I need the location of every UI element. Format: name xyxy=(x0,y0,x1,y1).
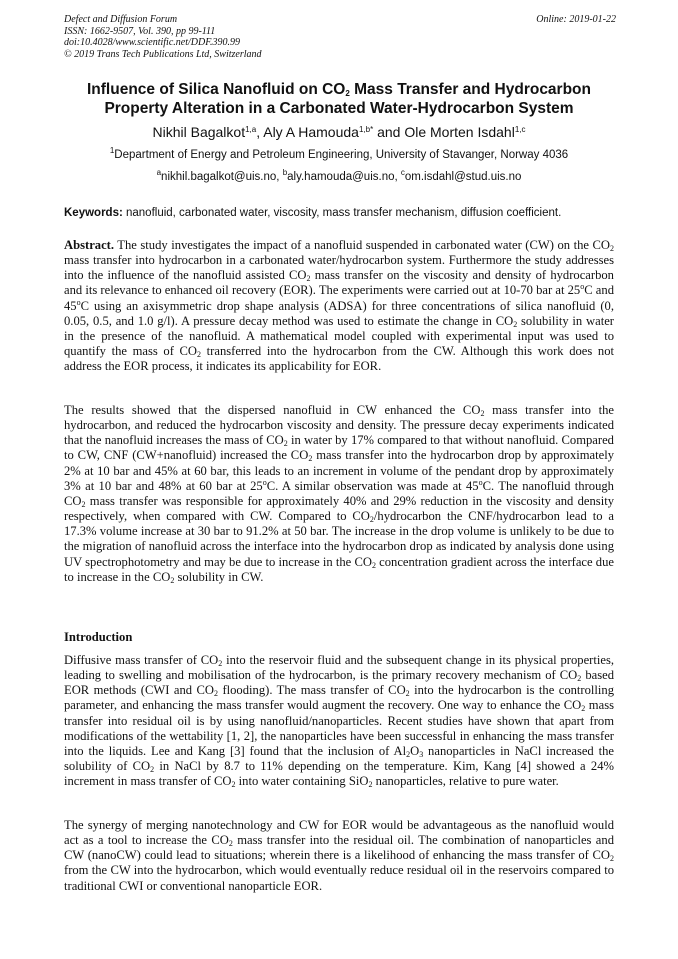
keywords xyxy=(64,206,624,220)
email-c: om.isdahl@stud.uis.no xyxy=(404,171,522,183)
introduction-paragraph-2: The synergy of merging nanotechnology and CW for EOR would be advantageous as the nanofluid would act as a tool to increase the $CO_2$ mass transfer into the residual oil. The combination of nanoparticles and CW (nanoCW) could lead to situations; wherein there is a likelihood of enhancing the mass transfer of $CO_2$ from the CW into the hydrocarbon, which would eventually reduce residual oil in the reservoirs compared to traditional CWI or conventional nanoparticle EOR. xyxy=(64,818,614,893)
affiliation: $^1$Department of Energy and Petroleum Engineering, University of Stavanger, Norway 4036 xyxy=(109,146,569,161)
journal-issn: ISSN: 1662-9507, Vol. 390, pp 99-111 xyxy=(64,25,216,37)
author-1: Nikhil Bagalkot xyxy=(152,124,246,140)
journal-copyright: © 2019 Trans Tech Publications Ltd, Switzerland xyxy=(64,48,262,60)
abstract-paragraph-2: The results showed that the dispersed nanofluid in CW enhanced the $CO_2$ mass transfer into the hydrocarbon, and reduced the hydrocarbon viscosity and density. The pressure decay experiments indicated that the nanofluid increases the mass of $CO_2$ in water by 17% compared to that without nanofluid. Compared to CW, CNF (CW+nanofluid) increased the $CO_2$ mass transfer into the hydrocarbon drop by approximately 2% at 10 bar and 45% at 60 bar, this leads to an increment in volume of the pendant drop by approximately 3% at 10 bar and 48% at 60 bar at 25$^o$C. A similar observation was made at 45$^o$C. The nanofluid through $CO_2$ mass transfer was responsible for approximately 40% and 29% reduction in the viscosity and density respectively, when compared with CW. Compared to $CO_2$/hydrocarbon the CNF/hydrocarbon lead to a 17.3% volume increase at 30 bar to 91.2% at 50 bar. The increase in the drop volume is unlikely to be due to the migration of nanofluid across the interface into the hydrocarbon drop as indicated by analysis done using UV spectrophotometry and may be due to increase in the $CO_2$ concentration gradient across the interface due to increase in the $CO_2$ solubility in CW. xyxy=(64,403,615,585)
email-a: nikhil.bagalkot@uis.no, xyxy=(161,171,283,183)
title-line-1: Influence of Silica Nanofluid on $CO_2$ Mass Transfer and Hydrocarbon xyxy=(87,81,591,98)
email-b: aly.hamouda@uis.no, xyxy=(287,171,401,183)
journal-header xyxy=(64,14,616,60)
author-3: and Ole Morten Isdahl xyxy=(373,124,515,140)
abstract-paragraph-1: Abstract. The study investigates the impact of a nanofluid suspended in carbonated water (CW) on the $CO_2$ mass transfer into hydrocarbon in a carbonated water/hydrocarbon system. Furthermore the study addresses into the influence of the nanofluid assisted $CO_2$ mass transfer on the viscosity and density of hydrocarbon and its relevance to enhanced oil recovery (EOR). The experiments were carried out at 10-70 bar at 25$^o$C and 45$^o$C using an axisymmetric drop shape analysis (ADSA) for three concentrations of silica nanofluid (0, 0.05, 0.5, and 1.0 g/l). A pressure decay method was used to estimate the change in $CO_2$ solubility in water in the presence of the nanofluid. A mathematical model coupled with experimental input was used to quantify the mass of $CO_2$ transferred into the hydrocarbon from the CW. Although this work does not address the EOR process, it indicates its applicability for EOR. xyxy=(64,238,615,374)
keywords-label: Keywords: xyxy=(64,207,123,219)
author-2: , Aly A Hamouda xyxy=(256,124,359,140)
journal-name: Defect and Diffusion Forum xyxy=(64,14,178,25)
online-date: Online: 2019-01-22 xyxy=(536,14,616,25)
title-line-2: Property Alteration in a Carbonated Water-Hydrocarbon System xyxy=(104,100,574,117)
section-heading-introduction: Introduction xyxy=(64,630,133,644)
author-emails: $^a$nikhil.bagalkot@uis.no, $^b$aly.hamouda@uis.no, $^c$om.isdahl@stud.uis.no xyxy=(156,168,522,183)
journal-doi: doi:10.4028/www.scientific.net/DDF.390.99 xyxy=(64,37,241,48)
abstract-label: Abstract. xyxy=(64,238,115,252)
introduction-paragraph-1: Diffusive mass transfer of $CO_2$ into the reservoir fluid and the subsequent change in its physical properties, leading to swelling and mobilisation of the hydrocarbon, is the primary recovery mechanism of $CO_2$ based EOR methods (CWI and $CO_2$ flooding). The mass transfer of $CO_2$ into the hydrocarbon is the controlling parameter, and enhancing the mass transfer would augment the recovery. One way to enhance the $CO_2$ mass transfer into residual oil is by using nanofluid/nanoparticles. Recent studies have shown that apart from modifications of the wettability [1, 2], the nanoparticles have been successful in enhancing the mass transfer into the liquids. Lee and Kang [3] found that the inclusion of $Al_2O_3$ nanoparticles in NaCl increased the solubility of $CO_2$ in NaCl by 8.7 to 11% depending on the temperature. Kim, Kang [4] showed a 24% increment in mass transfer of $CO_2$ into water containing SiO$_2$ nanoparticles, relative to pure water. xyxy=(64,653,615,790)
paper-title xyxy=(40,80,638,118)
keywords-text: nanofluid, carbonated water, viscosity, mass transfer mechanism, diffusion coefficient. xyxy=(122,207,562,219)
author-list: Nikhil Bagalkot$^{1,a}$, Aly A Hamouda$^{1,b*}$ and Ole Morten Isdahl$^{1,c}$ xyxy=(152,124,526,140)
